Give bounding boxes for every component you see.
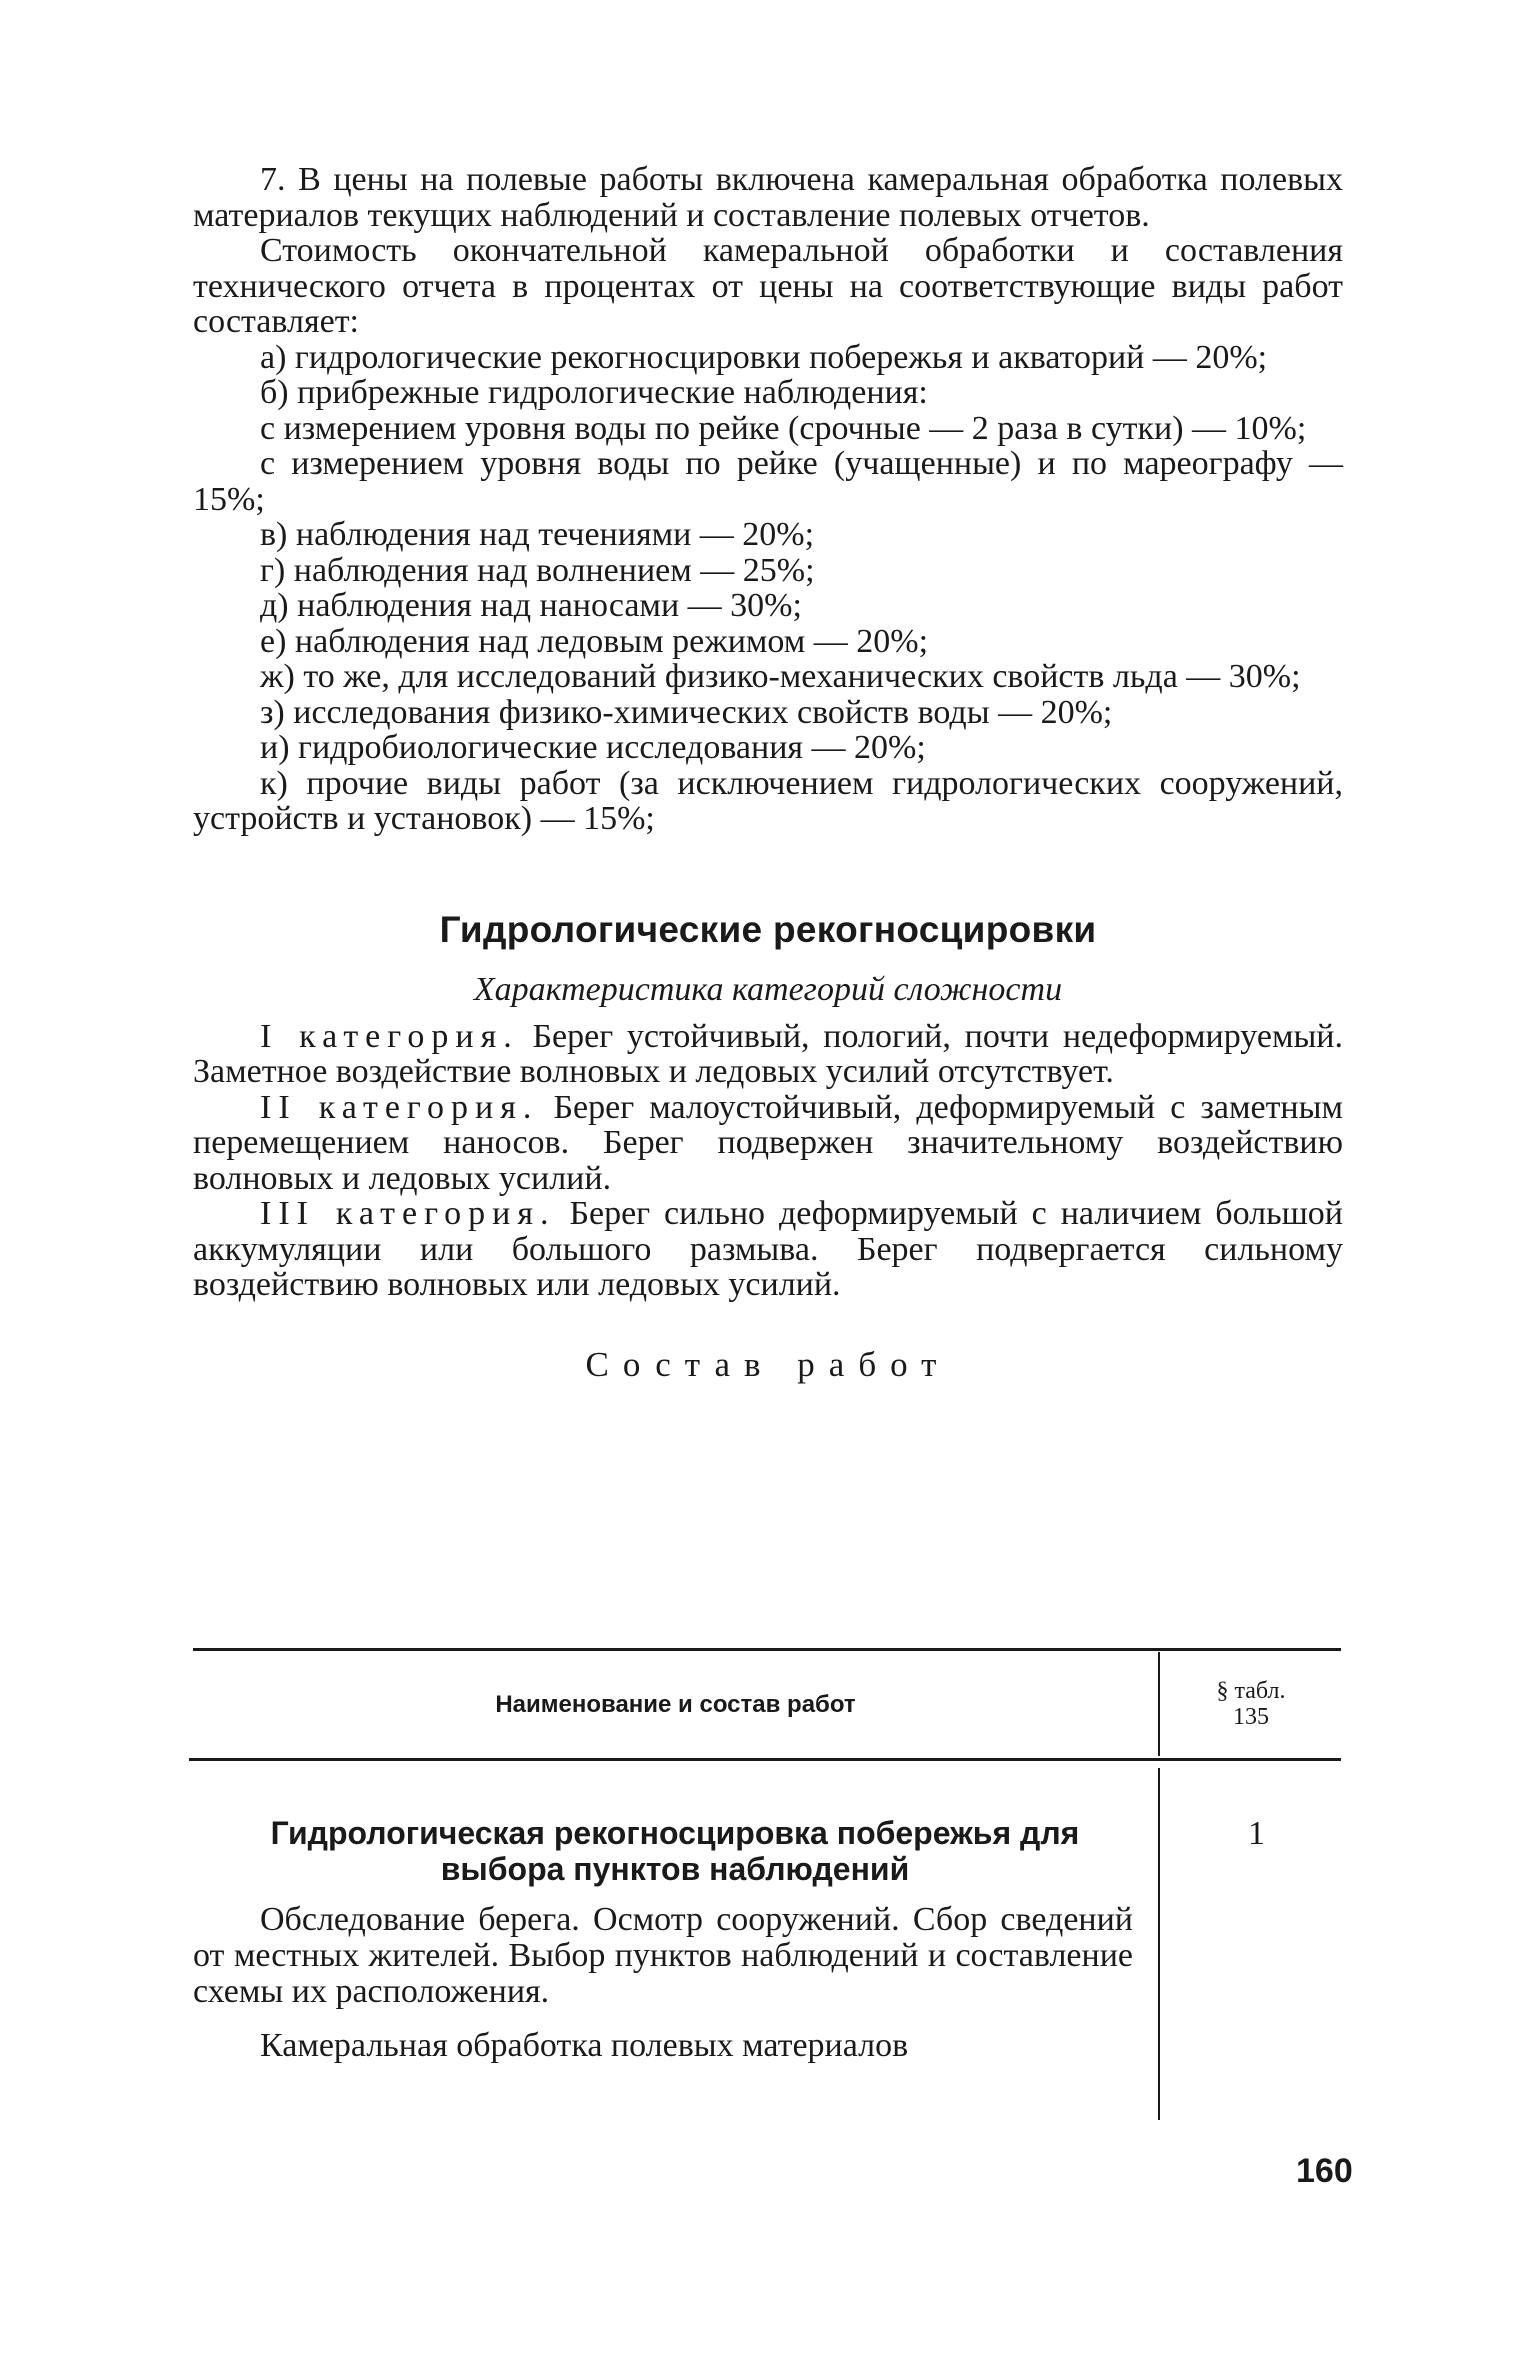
- category-2: [193, 1090, 1343, 1197]
- table-header-name: Наименование и состав работ: [495, 1691, 856, 1718]
- list-item: д) наблюдения над наносами — 30%;: [260, 587, 802, 624]
- category-3-text: Берег сильно деформируемый с наличием большой аккумуляции или большого размыва. Берег подвергается сильному воздействию волновых или ледовых усилий.: [193, 1195, 1344, 1303]
- table-header-ref: [1162, 1678, 1340, 1730]
- page-number: 160: [1296, 2152, 1353, 2190]
- table-header-ref-line2: 135: [1233, 1704, 1269, 1730]
- intro-paragraph-2: Стоимость окончательной камеральной обработки и составления технического отчета в процентах от цены на соответствующие виды работ составляет:: [193, 232, 1343, 340]
- table-top-rule: [193, 1648, 1341, 1651]
- table-row-text-2: Камеральная обработка полевых материалов: [260, 2027, 909, 2064]
- category-1-text: Берег устойчивый, пологий, почти недеформируемый. Заметное воздействие волновых и ледовых усилий отсутствует.: [193, 1017, 1344, 1090]
- list-item: а) гидрологические рекогносцировки побережья и акваторий — 20%;: [260, 338, 1268, 376]
- table-column-divider: [1158, 1652, 1160, 1756]
- category-3-label: III категория.: [260, 1195, 556, 1232]
- list-item: е) наблюдения над ледовым режимом — 20%;: [260, 622, 929, 660]
- table-row-ref: 1: [1248, 1815, 1265, 1852]
- section-subtitle: Характеристика категорий сложности: [473, 970, 1063, 1008]
- intro-paragraph-1: 7. В цены на полевые работы включена камеральная обработка полевых материалов текущих наблюдений и составление полевых отчетов.: [193, 161, 1343, 234]
- list-item: б) прибрежные гидрологические наблюдения:: [260, 374, 928, 411]
- category-2-label: II категория.: [260, 1088, 539, 1126]
- table-caption: Состав работ: [585, 1344, 951, 1384]
- table-header-rule: [189, 1758, 1341, 1761]
- page-body: [193, 162, 1343, 1385]
- list-item: с измерением уровня воды по рейке (срочные — 2 раза в сутки) — 10%;: [260, 409, 1307, 447]
- list-item: в) наблюдения над течениями — 20%;: [260, 516, 815, 553]
- list-item: ж) то же, для исследований физико-механических свойств льда — 30%;: [260, 658, 1301, 695]
- list-item: к) прочие виды работ (за исключением гидрологических сооружений, устройств и установок) — 15%;: [193, 764, 1343, 837]
- table-row-title: Гидрологическая рекогносцировка побережья для выбора пунктов наблюдений: [270, 1815, 1080, 1887]
- list-item: и) гидробиологические исследования — 20%;: [260, 729, 926, 766]
- table-header-ref-line1: § табл.: [1216, 1678, 1286, 1704]
- list-item: г) наблюдения над волнением — 25%;: [260, 551, 815, 589]
- category-1-label: I категория.: [260, 1017, 519, 1055]
- category-1: [193, 1019, 1343, 1090]
- category-3: [193, 1196, 1343, 1303]
- table-row-text-1: Обследование берега. Осмотр сооружений. Сбор сведений от местных жителей. Выбор пунктов наблюдений и составление схемы их расположения.: [193, 1901, 1133, 2010]
- list-item: з) исследования физико-химических свойств воды — 20%;: [260, 693, 1113, 731]
- table-column-divider: [1158, 1768, 1160, 2120]
- list-item: с измерением уровня воды по рейке (учащенные) и по мареографу — 15%;: [193, 445, 1343, 518]
- section-title: Гидрологические рекогносцировки: [439, 908, 1097, 950]
- category-2-text: Берег малоустойчивый, деформируемый с заметным перемещением наносов. Берег подвержен значительному воздействию волновых и ледовых усилий.: [193, 1088, 1343, 1197]
